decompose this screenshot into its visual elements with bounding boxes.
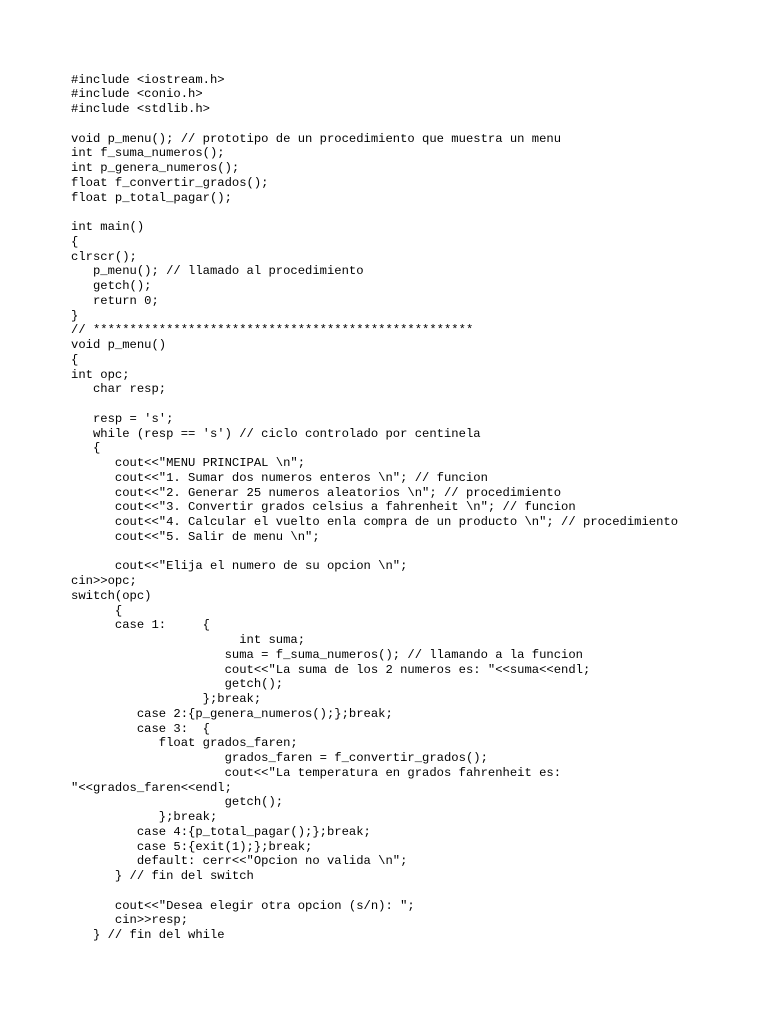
code-line: } // fin del while bbox=[71, 928, 225, 942]
code-line: suma = f_suma_numeros(); // llamando a la funcion bbox=[71, 647, 583, 662]
code-line: case 3: { bbox=[71, 721, 210, 736]
code-line: clrscr(); bbox=[71, 249, 137, 264]
code-line: };break; bbox=[71, 692, 262, 706]
code-line: case 5:{exit(1);};break; bbox=[71, 839, 313, 854]
code-line: #include <conio.h> bbox=[71, 87, 203, 102]
code-line: case 2:{p_genera_numeros();};break; bbox=[71, 706, 393, 721]
code-line: grados_faren = f_convertir_grados(); bbox=[71, 751, 488, 765]
code-line: { bbox=[71, 234, 79, 249]
code-line: int opc; bbox=[71, 367, 130, 382]
code-line: case 4:{p_total_pagar();};break; bbox=[71, 824, 371, 839]
code-line: float f_convertir_grados(); bbox=[71, 175, 269, 190]
code-line: return 0; bbox=[71, 293, 159, 308]
code-line: getch(); bbox=[71, 279, 152, 293]
code-line: cout<<"4. Calcular el vuelto enla compra de un producto \n"; // procedimiento bbox=[71, 515, 679, 529]
code-line: cout<<"La temperatura en grados fahrenheit es: bbox=[71, 765, 562, 780]
code-line: "<<grados_faren<<endl; bbox=[71, 780, 232, 795]
code-line: case 1: { bbox=[71, 618, 210, 633]
code-line: cout<<"2. Generar 25 numeros aleatorios \n"; // procedimiento bbox=[71, 485, 562, 500]
code-line: cout<<"MENU PRINCIPAL \n"; bbox=[71, 456, 306, 470]
code-line: { bbox=[71, 352, 79, 367]
code-line: } // fin del switch bbox=[71, 869, 254, 883]
code-line: { bbox=[71, 603, 123, 618]
code-line: int p_genera_numeros(); bbox=[71, 161, 240, 175]
code-line: cout<<"Elija el numero de su opcion \n"; bbox=[71, 559, 408, 574]
code-line: #include <stdlib.h> bbox=[71, 102, 210, 116]
code-line: { bbox=[71, 441, 101, 456]
code-line: default: cerr<<"Opcion no valida \n"; bbox=[71, 854, 408, 869]
code-line: resp = 's'; bbox=[71, 411, 174, 426]
code-line: } bbox=[71, 308, 79, 323]
code-line: cout<<"1. Sumar dos numeros enteros \n"; // funcion bbox=[71, 470, 488, 485]
code-line: float grados_faren; bbox=[71, 736, 298, 751]
code-line: void p_menu() bbox=[71, 338, 167, 352]
code-line: cin>>resp; bbox=[71, 913, 189, 928]
code-line: switch(opc) bbox=[71, 588, 152, 603]
code-line: getch(); bbox=[71, 677, 284, 692]
code-line: cout<<"5. Salir de menu \n"; bbox=[71, 529, 320, 544]
code-line: // **************************************************** bbox=[71, 323, 474, 338]
code-line: getch(); bbox=[71, 795, 284, 810]
code-line: #include <iostream.h> bbox=[71, 72, 225, 87]
code-line: char resp; bbox=[71, 382, 167, 397]
code-line: while (resp == 's') // ciclo controlado por centinela bbox=[71, 426, 481, 441]
code-line: int suma; bbox=[71, 633, 306, 647]
code-line: int main() bbox=[71, 220, 145, 234]
code-line: cout<<"3. Convertir grados celsius a fahrenheit \n"; // funcion bbox=[71, 500, 576, 515]
code-line: cout<<"La suma de los 2 numeros es: "<<suma<<endl; bbox=[71, 662, 591, 677]
code-line: cin>>opc; bbox=[71, 574, 137, 588]
code-line: };break; bbox=[71, 810, 218, 824]
code-line: float p_total_pagar(); bbox=[71, 190, 232, 205]
code-line: void p_menu(); // prototipo de un procedimiento que muestra un menu bbox=[71, 131, 562, 146]
code-line: cout<<"Desea elegir otra opcion (s/n): "; bbox=[71, 898, 415, 913]
code-line: p_menu(); // llamado al procedimiento bbox=[71, 264, 364, 279]
code-line: int f_suma_numeros(); bbox=[71, 146, 225, 161]
